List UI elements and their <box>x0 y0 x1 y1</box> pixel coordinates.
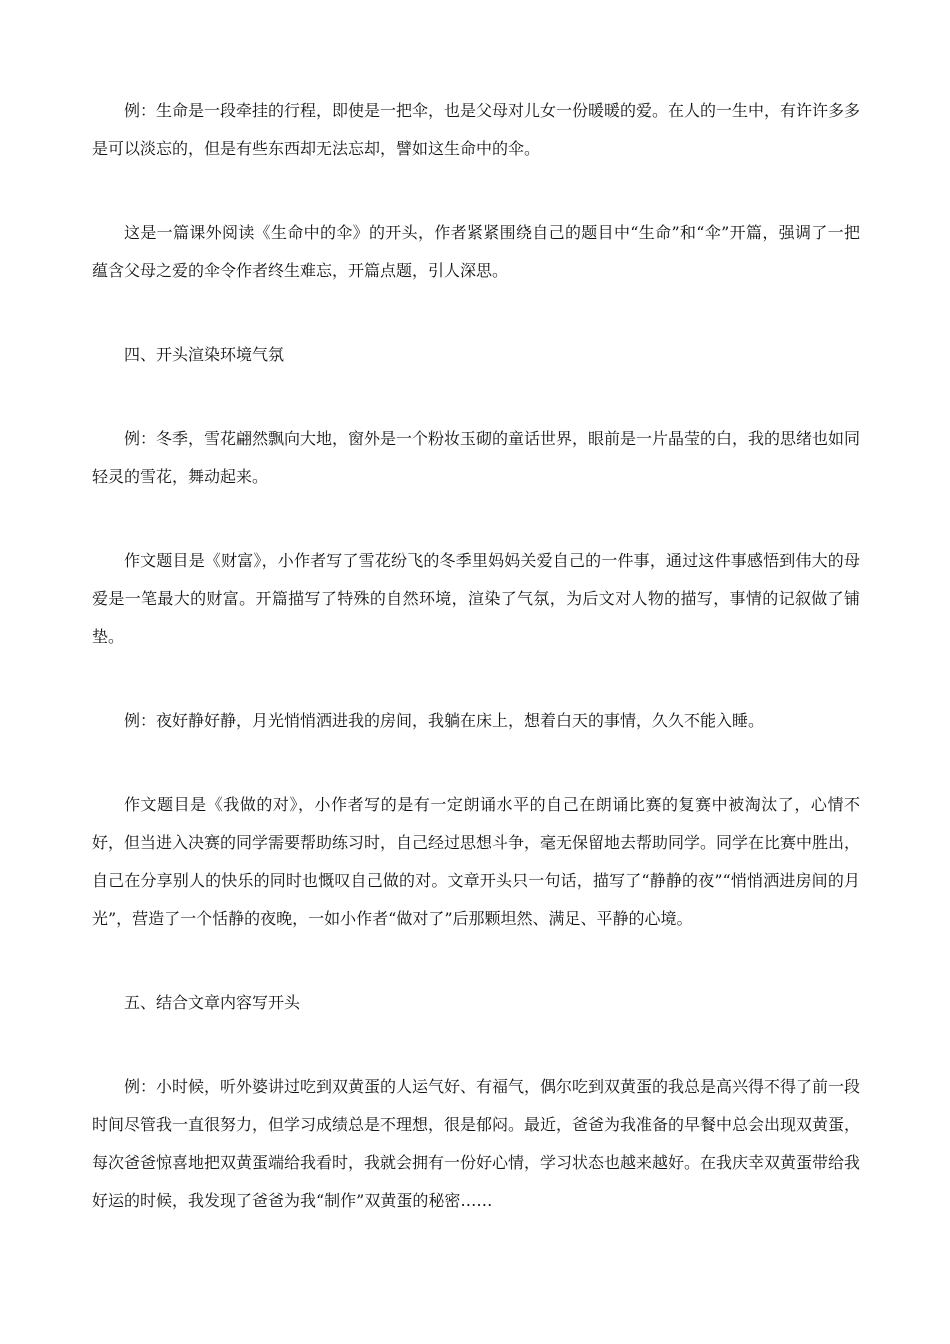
document-body <box>92 92 860 1266</box>
wealth-analysis-paragraph: 作文题目是《财富》，小作者写了雪花纷飞的冬季里妈妈关爱自己的一件事，通过这件事感悟到伟大的母爱是一笔最大的财富。开篇描写了特殊的自然环境，渲染了气氛，为后文对人物的描写，事情的记叙做了铺垫。 <box>92 551 860 646</box>
umbrella-analysis-paragraph: 这是一篇课外阅读《生命中的伞》的开头，作者紧紧围绕自己的题目中“生命”和“伞”开篇，强调了一把蕴含父母之爱的伞令作者终生难忘，开篇点题，引人深思。 <box>92 223 860 280</box>
example-night-paragraph: 例：夜好静好静，月光悄悄洒进我的房间，我躺在床上，想着白天的事情，久久不能入睡。 <box>124 711 765 730</box>
example-umbrella-paragraph: 例：生命是一段牵挂的行程，即使是一把伞，也是父母对儿女一份暖暖的爱。在人的一生中，有许许多多是可以淡忘的，但是有些东西却无法忘却，譬如这生命中的伞。 <box>92 101 861 158</box>
section-heading-five: 五、结合文章内容写开头 <box>124 993 301 1012</box>
right-choice-analysis-paragraph: 作文题目是《我做的对》，小作者写的是有一定朗诵水平的自己在朗诵比赛的复赛中被淘汰了，心情不好，但当进入决赛的同学需要帮助练习时，自己经过思想斗争，毫无保留地去帮助同学。同学在比赛中胜出，自己在分享别人的快乐的同时也慨叹自己做的对。文章开头只一句话，描写了“静静的夜”“悄悄洒进房间的月光”，营造了一个恬静的夜晚，一如小作者“做对了”后那颗坦然、满足、平静的心境。 <box>92 795 861 928</box>
example-double-yolk-paragraph: 例：小时候，听外婆讲过吃到双黄蛋的人运气好、有福气，偶尔吃到双黄蛋的我总是高兴得不得了前一段时间尽管我一直很努力，但学习成绩总是不理想，很是郁闷。最近，爸爸为我准备的早餐中总会出现双黄蛋，每次爸爸惊喜地把双黄蛋端给我看时，我就会拥有一份好心情，学习状态也越来越好。在我庆幸双黄蛋带给我好运的时候，我发现了爸爸为我“制作”双黄蛋的秘密…… <box>92 1077 861 1210</box>
section-heading-four: 四、开头渲染环境气氛 <box>124 345 285 364</box>
example-snow-paragraph: 例：冬季，雪花翩然飘向大地，窗外是一个粉妆玉砌的童话世界，眼前是一片晶莹的白，我的思绪也如同轻灵的雪花，舞动起来。 <box>92 429 861 486</box>
